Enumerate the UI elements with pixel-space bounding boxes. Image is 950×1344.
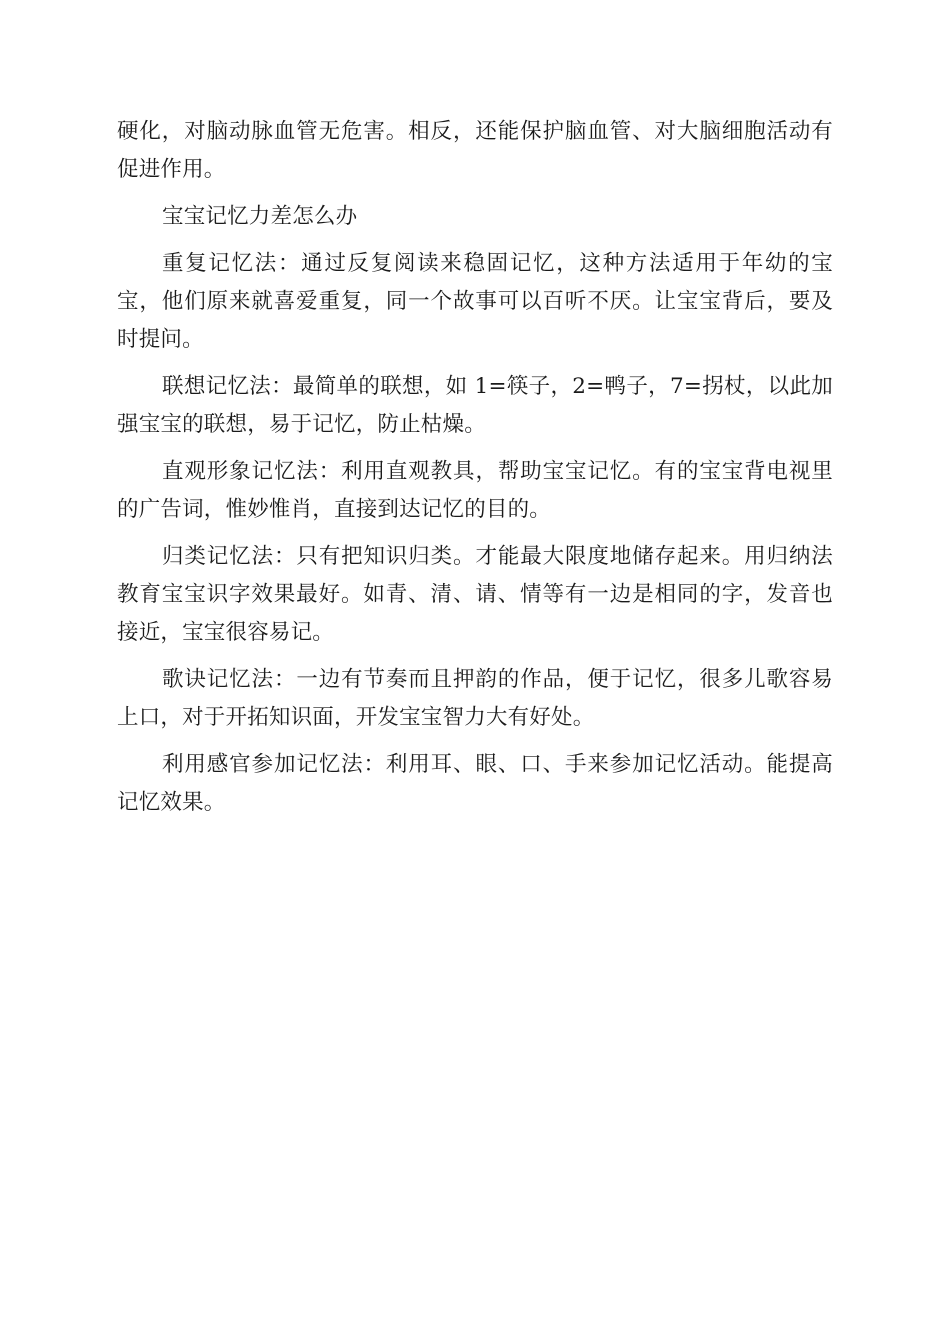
paragraph-association-method: 联想记忆法：最简单的联想，如 1=筷子，2=鸭子，7=拐杖，以此加强宝宝的联想，易于记忆，防止枯燥。: [117, 374, 833, 437]
section-heading: 宝宝记忆力差怎么办: [162, 204, 358, 229]
paragraph-senses-method: 利用感官参加记忆法：利用耳、眼、口、手来参加记忆活动。能提高记忆效果。: [117, 752, 833, 815]
paragraph-visual-method: 直观形象记忆法：利用直观教具，帮助宝宝记忆。有的宝宝背电视里的广告词，惟妙惟肖，直接到达记忆的目的。: [117, 459, 833, 522]
paragraph-continuation: 硬化，对脑动脉血管无危害。相反，还能保护脑血管、对大脑细胞活动有促进作用。: [117, 119, 833, 182]
document-page: [117, 113, 833, 831]
paragraph-rhyme-method: 歌诀记忆法：一边有节奏而且押韵的作品，便于记忆，很多儿歌容易上口，对于开拓知识面，开发宝宝智力大有好处。: [117, 667, 833, 730]
paragraph-repetition-method: 重复记忆法：通过反复阅读来稳固记忆，这种方法适用于年幼的宝宝，他们原来就喜爱重复，同一个故事可以百听不厌。让宝宝背后，要及时提问。: [117, 251, 833, 352]
paragraph-classification-method: 归类记忆法：只有把知识归类。才能最大限度地储存起来。用归纳法教育宝宝识字效果最好。如青、清、请、情等有一边是相同的字，发音也接近，宝宝很容易记。: [117, 544, 833, 645]
